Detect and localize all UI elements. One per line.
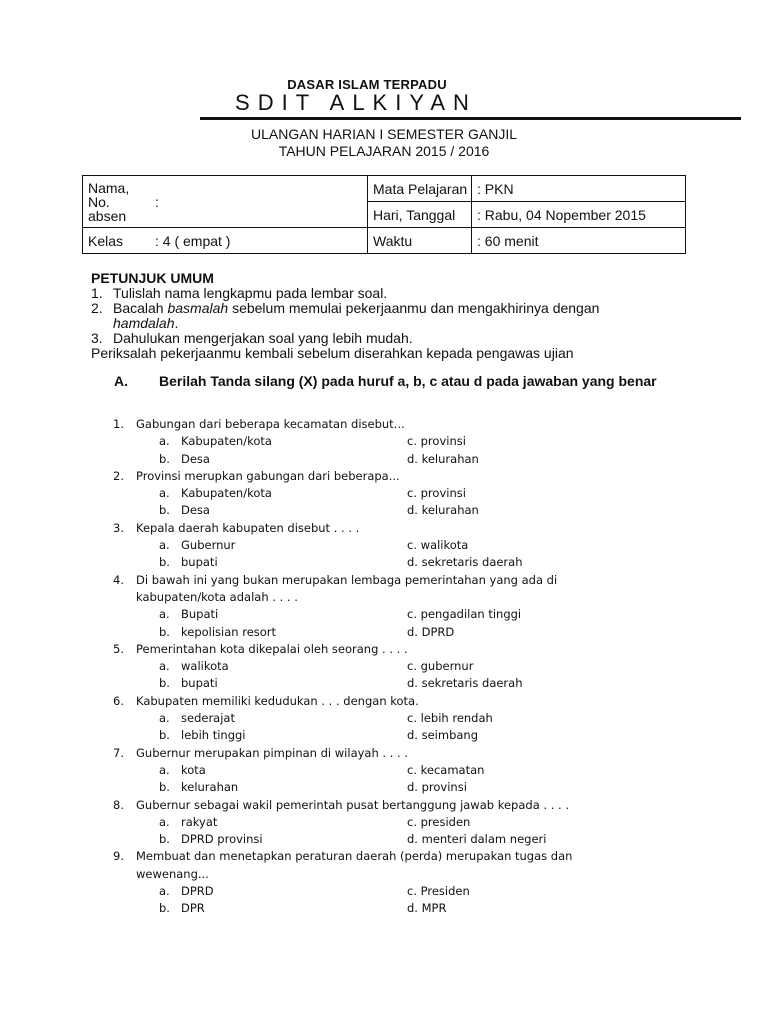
time-value: : 60 menit — [472, 228, 686, 254]
option-c[interactable]: c. gubernur — [407, 659, 474, 674]
option-a[interactable]: kota — [181, 762, 206, 777]
option-a[interactable]: Kabupaten/kota — [181, 486, 272, 501]
date-label: Hari, Tanggal — [368, 202, 472, 228]
question-number: 4. — [113, 572, 124, 587]
subject-label: Mata Pelajaran — [368, 176, 472, 202]
name-value: : — [150, 176, 368, 228]
option-b[interactable]: kelurahan — [181, 780, 239, 795]
question-line: Gubernur merupakan pimpinan di wilayah . . . . — [136, 745, 409, 760]
class-label: Kelas — [83, 228, 151, 254]
option-c[interactable]: c. pengadilan tinggi — [407, 607, 522, 622]
date-value: : Rabu, 04 Nopember 2015 — [472, 202, 686, 228]
general-instructions — [91, 271, 599, 361]
question-number: 1. — [113, 417, 124, 431]
option-letter: a. — [159, 607, 170, 622]
question-line: Membuat dan menetapkan peraturan daerah (perda) merupakan tugas dan — [136, 849, 573, 864]
option-b[interactable]: kepolisian resort — [181, 624, 277, 639]
option-d[interactable]: d. kelurahan — [407, 503, 479, 518]
option-d[interactable]: d. seimbang — [407, 728, 479, 743]
time-label: Waktu — [368, 228, 472, 254]
instruction-item: 1. Tulislah nama lengkapmu pada lembar soal. — [91, 285, 388, 301]
instruction-item: 2. Bacalah basmalah sebelum memulai pekerjaanmu dan mengakhirinya dengan — [91, 300, 600, 316]
option-d[interactable]: d. DPRD — [407, 624, 455, 639]
option-a[interactable]: sederajat — [181, 711, 235, 726]
option-letter: b. — [159, 503, 170, 518]
option-a[interactable]: Kabupaten/kota — [181, 434, 272, 449]
option-c[interactable]: c. provinsi — [407, 486, 466, 501]
header-divider — [200, 117, 741, 120]
option-c[interactable]: c. provinsi — [407, 434, 466, 449]
section-letter: A. — [114, 373, 128, 389]
option-letter: b. — [159, 780, 170, 795]
option-c[interactable]: c. kecamatan — [407, 762, 485, 777]
exam-title: ULANGAN HARIAN I SEMESTER GANJIL — [250, 126, 518, 142]
question-number: 6. — [113, 693, 124, 708]
option-letter: a. — [159, 486, 170, 501]
option-b[interactable]: bupati — [181, 555, 218, 570]
option-b[interactable]: Desa — [181, 451, 210, 466]
option-c[interactable]: c. walikota — [407, 538, 469, 553]
option-a[interactable]: rakyat — [181, 814, 218, 829]
instruction-item: 3. Dahulukan mengerjakan soal yang lebih mudah. — [91, 330, 413, 346]
option-a[interactable]: Bupati — [181, 607, 219, 622]
question-line: Pemerintahan kota dikepalai oleh seorang . . . . — [136, 641, 408, 656]
question-line: Provinsi merupkan gabungan dari beberapa... — [136, 468, 400, 483]
option-b[interactable]: bupati — [181, 676, 218, 691]
option-b[interactable]: Desa — [181, 503, 210, 518]
option-d[interactable]: d. sekretaris daerah — [407, 555, 523, 570]
question-number: 5. — [113, 641, 124, 656]
question-number: 9. — [113, 849, 124, 864]
question-number: 3. — [113, 520, 124, 535]
option-letter: b. — [159, 624, 170, 639]
school-name: SDIT ALKIYAN — [235, 90, 477, 115]
option-letter: a. — [159, 711, 170, 726]
question-line: Di bawah ini yang bukan merupakan lembaga pemerintahan yang ada di — [136, 572, 558, 587]
option-letter: a. — [159, 434, 170, 449]
option-letter: a. — [159, 659, 170, 674]
option-letter: b. — [159, 901, 170, 916]
option-b[interactable]: DPRD provinsi — [181, 832, 263, 847]
option-c[interactable]: c. lebih rendah — [407, 711, 493, 726]
option-b[interactable]: DPR — [181, 901, 205, 916]
option-c[interactable]: c. presiden — [407, 814, 471, 829]
option-letter: b. — [159, 832, 170, 847]
question-line: Gabungan dari beberapa kecamatan disebut... — [136, 417, 405, 431]
instruction-note: Periksalah pekerjaanmu kembali sebelum diserahkan kepada pengawas ujian — [91, 345, 574, 361]
option-letter: b. — [159, 451, 170, 466]
question-line: Kabupaten memiliki kedudukan . . . dengan kota. — [136, 693, 419, 708]
option-a[interactable]: Gubernur — [181, 538, 236, 553]
option-letter: a. — [159, 762, 170, 777]
question-number: 8. — [113, 797, 124, 812]
option-a[interactable]: DPRD — [181, 884, 214, 899]
option-c[interactable]: c. Presiden — [407, 884, 470, 899]
class-value: : 4 ( empat ) — [150, 228, 368, 254]
subject-value: : PKN — [472, 176, 686, 202]
option-letter: b. — [159, 555, 170, 570]
option-letter: a. — [159, 884, 170, 899]
option-b[interactable]: lebih tinggi — [181, 728, 246, 743]
option-letter: b. — [159, 728, 170, 743]
school-type: DASAR ISLAM TERPADU — [287, 77, 447, 92]
question-line: Kepala daerah kabupaten disebut . . . . — [136, 520, 360, 535]
question-line: wewenang... — [136, 866, 209, 881]
question-number: 7. — [113, 745, 124, 760]
option-a[interactable]: walikota — [181, 659, 229, 674]
option-d[interactable]: d. kelurahan — [407, 451, 479, 466]
academic-year: TAHUN PELAJARAN 2015 / 2016 — [278, 143, 490, 159]
question-number: 2. — [113, 468, 124, 483]
option-d[interactable]: d. sekretaris daerah — [407, 676, 523, 691]
instruction-item-continuation: hamdalah. — [113, 315, 179, 331]
option-letter: a. — [159, 538, 170, 553]
option-d[interactable]: d. menteri dalam negeri — [407, 832, 547, 847]
name-label: Nama, No. absen — [83, 176, 151, 228]
option-d[interactable]: d. provinsi — [407, 780, 467, 795]
option-d[interactable]: d. MPR — [407, 901, 447, 916]
option-letter: b. — [159, 676, 170, 691]
instructions-title: PETUNJUK UMUM — [91, 270, 214, 286]
student-info-table — [82, 175, 686, 254]
section-instruction: Berilah Tanda silang (X) pada huruf a, b, c atau d pada jawaban yang benar — [159, 373, 657, 389]
option-letter: a. — [159, 814, 170, 829]
question-line: Gubernur sebagai wakil pemerintah pusat bertanggung jawab kepada . . . . — [136, 797, 569, 812]
question-line: kabupaten/kota adalah . . . . — [136, 589, 298, 604]
